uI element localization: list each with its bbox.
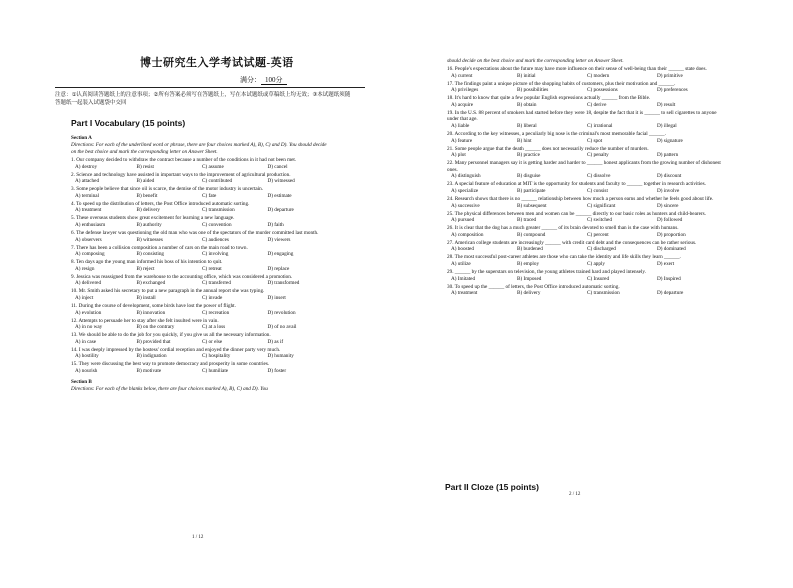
question-text: 5. These overseas students show great excitement for learning a new language. bbox=[71, 215, 235, 222]
question-list-page-2 bbox=[447, 66, 727, 297]
answer-option: C) dissolve bbox=[587, 173, 611, 180]
option-row bbox=[447, 261, 727, 268]
question-text: 18. It's hard to know that quite a few popular English expressions actually ______ from the Bible. bbox=[447, 95, 651, 102]
score-line bbox=[240, 75, 287, 85]
section-b-directions-continued: should decide on the best choice and mark the corresponding letter on Answer Sheet. bbox=[447, 58, 624, 64]
question-item bbox=[447, 225, 727, 239]
question-item bbox=[71, 215, 333, 229]
page-number-2: 2 / 12 bbox=[569, 492, 581, 497]
answer-option: D) pattern bbox=[657, 152, 679, 159]
answer-option: B) initial bbox=[517, 72, 536, 79]
question-item bbox=[71, 332, 333, 346]
question-list-page-1 bbox=[71, 157, 333, 375]
answer-option: D) humanity bbox=[267, 353, 294, 360]
answer-option: C) modern bbox=[587, 72, 610, 79]
question-text: 23. A special feature of education at MIT is the opportunity for students and faculty to ______ together in research activities. bbox=[447, 181, 706, 188]
question-text: 21. Some people argue that the death ______ does not necessarily reduce the number of murders. bbox=[447, 145, 649, 152]
answer-option: D) witnessed bbox=[267, 178, 295, 185]
answer-option: A) composition bbox=[451, 231, 484, 238]
option-row bbox=[447, 217, 727, 224]
answer-option: D) faith bbox=[267, 221, 284, 228]
answer-option: B) motivate bbox=[136, 367, 162, 374]
option-row bbox=[71, 368, 333, 375]
answer-option: D) dominated bbox=[657, 246, 686, 253]
answer-option: B) practice bbox=[517, 152, 540, 159]
title-divider bbox=[55, 87, 365, 88]
answer-option: C) humiliate bbox=[202, 367, 229, 374]
option-row bbox=[447, 290, 727, 297]
section-a-directions: Directions: For each of the underlined word or phrase, there are four choices marked A), B), C) and D). You should decide on the best choice and mark the corresponding letter on Answer Sheet. bbox=[71, 142, 327, 155]
option-row bbox=[71, 310, 333, 317]
answer-option: B) reject bbox=[136, 265, 155, 272]
answer-option: A) observers bbox=[75, 236, 102, 243]
answer-option: D) departure bbox=[267, 207, 294, 214]
question-text: 16. People's expectations about the future may have more influence on their sense of well-being than their ______ state does. bbox=[447, 66, 707, 72]
question-item bbox=[71, 318, 333, 332]
answer-option: D) of no avail bbox=[267, 324, 297, 331]
question-item bbox=[71, 288, 333, 302]
option-row bbox=[71, 207, 333, 214]
answer-option: C) significant bbox=[587, 202, 616, 209]
answer-option: B) Imposed bbox=[517, 275, 542, 282]
question-item bbox=[71, 347, 333, 361]
answer-option: C) transmission bbox=[587, 290, 620, 297]
answer-option: D) transformed bbox=[267, 280, 300, 287]
question-item bbox=[447, 131, 727, 145]
question-text: 9. Jessica was reassigned from the warehouse to the accounting office, which was considered a promotion. bbox=[71, 273, 293, 280]
question-item bbox=[71, 157, 333, 171]
score-label: 满分： bbox=[240, 76, 261, 84]
question-item bbox=[71, 230, 333, 244]
question-text: 4. To speed up the distribution of letters, the Post Office introduced automatic sorting. bbox=[71, 200, 250, 207]
option-row bbox=[71, 237, 333, 244]
answer-option: C) switched bbox=[587, 217, 612, 224]
answer-option: A) treatment bbox=[451, 290, 478, 297]
answer-option: D) signature bbox=[657, 137, 683, 144]
answer-option: B) provided that bbox=[136, 338, 171, 345]
option-row bbox=[447, 232, 727, 239]
question-item bbox=[447, 95, 727, 109]
question-text: 6. The defense lawyer was questioning the old man who was one of the spectators of the murder committed last month. bbox=[71, 229, 319, 236]
page-2-body bbox=[447, 58, 727, 297]
question-item bbox=[447, 284, 727, 298]
score-value: 100分 bbox=[261, 76, 287, 85]
question-text: 20. According to the key witnesses, a peculiarly big nose is the criminal's most memorable facial ______. bbox=[447, 130, 666, 137]
answer-option: C) possessions bbox=[587, 87, 618, 94]
answer-option: C) irrational bbox=[587, 122, 613, 129]
question-text: 1. Our company decided to withdraw the contract because a number of the conditions in it had not been met. bbox=[71, 157, 297, 163]
question-item bbox=[447, 146, 727, 160]
option-row bbox=[447, 203, 727, 210]
answer-option: C) discharged bbox=[587, 246, 616, 253]
answer-option: A) Imitated bbox=[451, 275, 476, 282]
option-row bbox=[447, 123, 727, 130]
option-row bbox=[71, 353, 333, 360]
answer-option: A) delivered bbox=[75, 280, 102, 287]
answer-option: C) audiences bbox=[202, 236, 229, 243]
question-text: 27. American college students are increasingly ______ with credit card debt and the consequences can be rather serious. bbox=[447, 239, 697, 246]
exam-page-2 bbox=[397, 0, 793, 588]
answer-option: C) contributed bbox=[202, 178, 233, 185]
answer-option: A) acquire bbox=[451, 101, 474, 108]
question-text: 14. I was deeply impressed by the hostess' cordial reception and enjoyed the dinner party very much. bbox=[71, 346, 281, 353]
answer-option: A) hostility bbox=[75, 353, 99, 360]
question-text: 19. In the U.S. 88 percent of smokers had started before they were 18, despite the fact that it is ______ to sell cigarettes to anyone under that age. bbox=[447, 109, 717, 123]
option-row bbox=[71, 222, 333, 229]
answer-option: D) engaging bbox=[267, 251, 294, 258]
exam-title: 博士研究生入学考试试题-英语 bbox=[140, 57, 294, 69]
question-item bbox=[447, 269, 727, 283]
answer-option: D) departure bbox=[657, 290, 684, 297]
question-item bbox=[71, 361, 333, 375]
question-text: 8. Ten days ago the young man informed his boss of his intention to quit. bbox=[71, 259, 223, 266]
option-row bbox=[71, 295, 333, 302]
question-text: 29. ______ by the superstars on television, the young athletes trained hard and played intensely. bbox=[447, 268, 646, 275]
option-row bbox=[71, 266, 333, 273]
answer-option: A) current bbox=[451, 72, 473, 79]
page-1-body bbox=[71, 135, 333, 393]
answer-option: C) hospitality bbox=[202, 353, 231, 360]
answer-option: A) privileges bbox=[451, 87, 479, 94]
answer-option: A) attached bbox=[75, 178, 100, 185]
option-row bbox=[71, 251, 333, 258]
answer-option: A) nourish bbox=[75, 367, 98, 374]
answer-option: B) traced bbox=[517, 217, 537, 224]
question-item bbox=[71, 259, 333, 273]
answer-option: C) transferred bbox=[202, 280, 231, 287]
question-text: 10. Mr. Smith asked his secretary to put a new paragraph in the annual report she was typing. bbox=[71, 288, 265, 295]
answer-option: A) plot bbox=[451, 152, 466, 159]
question-item bbox=[447, 240, 727, 254]
question-text: 11. During the course of development, some birds have lost the power of flight. bbox=[71, 302, 236, 309]
question-item bbox=[447, 254, 727, 268]
answer-option: B) possibilities bbox=[517, 87, 549, 94]
answer-option: A) enthusiasm bbox=[75, 221, 106, 228]
section-b-directions: Directions: For each of the blanks below, there are four choices marked A), B), C) and D). You bbox=[71, 385, 268, 392]
answer-option: B) burdened bbox=[517, 246, 543, 253]
answer-option: D) as if bbox=[267, 338, 284, 345]
answer-option: C) involving bbox=[202, 251, 229, 258]
answer-option: B) resist bbox=[136, 163, 154, 170]
question-item bbox=[71, 274, 333, 288]
option-row bbox=[447, 276, 727, 283]
answer-option: C) penalty bbox=[587, 152, 609, 159]
answer-option: B) exchanged bbox=[136, 280, 166, 287]
answer-option: D) result bbox=[657, 101, 676, 108]
question-text: 22. Many personnel managers say it is getting harder and harder to ______ honest applicants from the growing number of dishonest ones. bbox=[447, 160, 721, 173]
option-row bbox=[71, 324, 333, 331]
question-text: 13. We should be able to do the job for you quickly, if you give us all the necessary information. bbox=[71, 332, 271, 339]
option-row bbox=[447, 246, 727, 253]
answer-option: A) resign bbox=[75, 265, 95, 272]
question-item bbox=[447, 211, 727, 225]
answer-option: B) innovation bbox=[136, 309, 166, 316]
question-text: 28. The most successful post-career athletes are those who can take the identity and life skills they learn ______. bbox=[447, 254, 681, 261]
answer-option: A) terminal bbox=[75, 192, 100, 199]
answer-option: B) disguise bbox=[517, 173, 541, 180]
answer-option: D) illegal bbox=[657, 122, 677, 129]
answer-option: C) fate bbox=[202, 192, 217, 199]
answer-option: B) delivery bbox=[517, 290, 541, 297]
answer-option: A) feature bbox=[451, 137, 473, 144]
option-row bbox=[447, 87, 727, 94]
page-number-1: 1 / 12 bbox=[192, 535, 204, 540]
answer-option: A) inject bbox=[75, 294, 94, 301]
question-item bbox=[71, 245, 333, 259]
question-text: 15. They were discussing the best way to promote democracy and prosperity in some countries. bbox=[71, 361, 270, 368]
option-row bbox=[71, 339, 333, 346]
answer-option: B) hint bbox=[517, 137, 532, 144]
question-text: 17. The findings paint a unique picture of the shopping habits of customers, plus their motivation and ______. bbox=[447, 80, 676, 87]
answer-option: C) apply bbox=[587, 260, 606, 267]
section-a-title: Section A bbox=[71, 135, 92, 141]
answer-option: C) transmission bbox=[202, 207, 235, 214]
answer-option: A) liable bbox=[451, 122, 470, 129]
question-text: 2. Science and technology have assisted in important ways to the improvement of agricultural production. bbox=[71, 171, 291, 178]
option-row bbox=[447, 188, 727, 195]
section-b-title: Section B bbox=[71, 378, 92, 385]
answer-option: C) convention bbox=[202, 221, 232, 228]
part-1-title: Part I Vocabulary (15 points) bbox=[71, 118, 186, 128]
answer-option: B) employ bbox=[517, 260, 540, 267]
option-row bbox=[71, 280, 333, 287]
answer-option: A) pursued bbox=[451, 217, 475, 224]
answer-option: D) viewers bbox=[267, 236, 291, 243]
answer-option: D) primitive bbox=[657, 72, 683, 79]
answer-option: B) authority bbox=[136, 221, 162, 228]
question-text: 24. Research shows that there is no ______ relationship between how much a person earns and whether he feels good about life. bbox=[447, 195, 714, 202]
answer-option: C) or else bbox=[202, 338, 223, 345]
option-row bbox=[71, 193, 333, 200]
answer-option: A) in no way bbox=[75, 324, 103, 331]
answer-option: C) at a loss bbox=[202, 324, 226, 331]
answer-option: A) specialize bbox=[451, 187, 479, 194]
answer-option: B) subsequent bbox=[517, 202, 547, 209]
answer-option: C) invade bbox=[202, 294, 223, 301]
answer-option: B) on the contrary bbox=[136, 324, 175, 331]
answer-option: B) indignation bbox=[136, 353, 167, 360]
answer-option: C) percent bbox=[587, 231, 609, 238]
question-item bbox=[447, 196, 727, 210]
answer-option: B) aided bbox=[136, 178, 155, 185]
answer-option: C) recreation bbox=[202, 309, 230, 316]
answer-option: B) liberal bbox=[517, 122, 537, 129]
question-item bbox=[447, 81, 727, 95]
question-item bbox=[447, 66, 727, 80]
option-row bbox=[447, 173, 727, 180]
answer-option: A) successive bbox=[451, 202, 480, 209]
question-item bbox=[71, 186, 333, 200]
answer-option: A) in case bbox=[75, 338, 97, 345]
answer-option: D) replace bbox=[267, 265, 290, 272]
answer-option: A) treatment bbox=[75, 207, 102, 214]
answer-option: A) distinguish bbox=[451, 173, 481, 180]
answer-option: B) participate bbox=[517, 187, 546, 194]
answer-option: D) exert bbox=[657, 260, 675, 267]
answer-option: B) witnesses bbox=[136, 236, 163, 243]
answer-option: D) followed bbox=[657, 217, 683, 224]
answer-option: B) consisting bbox=[136, 251, 165, 258]
answer-option: D) insert bbox=[267, 294, 286, 301]
question-item bbox=[447, 181, 727, 195]
question-text: 30. To speed up the ______ of letters, the Post Office introduced automatic sorting. bbox=[447, 283, 620, 290]
exam-page-1 bbox=[0, 0, 396, 588]
answer-option: C) retreat bbox=[202, 265, 222, 272]
answer-option: D) revolution bbox=[267, 309, 296, 316]
exam-note: 注意：①认真阅读答题纸上的注意事项；②所有答案必须写在答题纸上，写在本试题纸或草稿纸上均无效；③本试题纸须随答题纸一起装入试题袋中交回 bbox=[55, 92, 351, 106]
question-item bbox=[71, 201, 333, 215]
answer-option: D) preferences bbox=[657, 87, 688, 94]
answer-option: D) foster bbox=[267, 367, 287, 374]
answer-option: B) install bbox=[136, 294, 156, 301]
option-row bbox=[71, 178, 333, 185]
option-row bbox=[447, 73, 727, 80]
option-row bbox=[71, 164, 333, 171]
option-row bbox=[447, 152, 727, 159]
answer-option: B) obtain bbox=[517, 101, 537, 108]
answer-option: C) spot bbox=[587, 137, 603, 144]
answer-option: D) involve bbox=[657, 187, 680, 194]
answer-option: C) assume bbox=[202, 163, 224, 170]
answer-option: C) derive bbox=[587, 101, 607, 108]
part-2-title: Part II Cloze (15 points) bbox=[445, 482, 539, 492]
question-item bbox=[447, 160, 727, 180]
answer-option: D) Inspired bbox=[657, 275, 681, 282]
answer-option: C) consist bbox=[587, 187, 608, 194]
answer-option: A) boosted bbox=[451, 246, 474, 253]
answer-option: B) delivery bbox=[136, 207, 160, 214]
question-item bbox=[71, 172, 333, 186]
answer-option: A) composing bbox=[75, 251, 105, 258]
answer-option: D) cancel bbox=[267, 163, 288, 170]
answer-option: D) sincere bbox=[657, 202, 679, 209]
answer-option: D) estimate bbox=[267, 192, 292, 199]
question-item bbox=[71, 303, 333, 317]
question-text: 12. Attempts to persuade her to stay after she felt insulted were in vain. bbox=[71, 317, 219, 324]
answer-option: D) proportion bbox=[657, 231, 686, 238]
question-text: 26. It is clear that the dog has a much greater ______ of its brain devoted to smell than is the case with humans. bbox=[447, 225, 679, 232]
option-row bbox=[447, 102, 727, 109]
question-text: 25. The physical differences between men and women can be ______ directly to our basic roles as hunters and child-bearers. bbox=[447, 210, 706, 217]
question-text: 7. There has been a collision composition a number of cars on the main road to town. bbox=[71, 244, 248, 251]
answer-option: A) destroy bbox=[75, 163, 98, 170]
answer-option: B) benefit bbox=[136, 192, 158, 199]
option-row bbox=[447, 138, 727, 145]
answer-option: A) evolution bbox=[75, 309, 102, 316]
question-item bbox=[447, 110, 727, 130]
answer-option: A) utilize bbox=[451, 260, 471, 267]
answer-option: C) Insured bbox=[587, 275, 610, 282]
question-text: 3. Some people believe that since oil is scarce, the demise of the motor industry is uncertain. bbox=[71, 186, 264, 193]
answer-option: D) discount bbox=[657, 173, 682, 180]
answer-option: B) compound bbox=[517, 231, 546, 238]
